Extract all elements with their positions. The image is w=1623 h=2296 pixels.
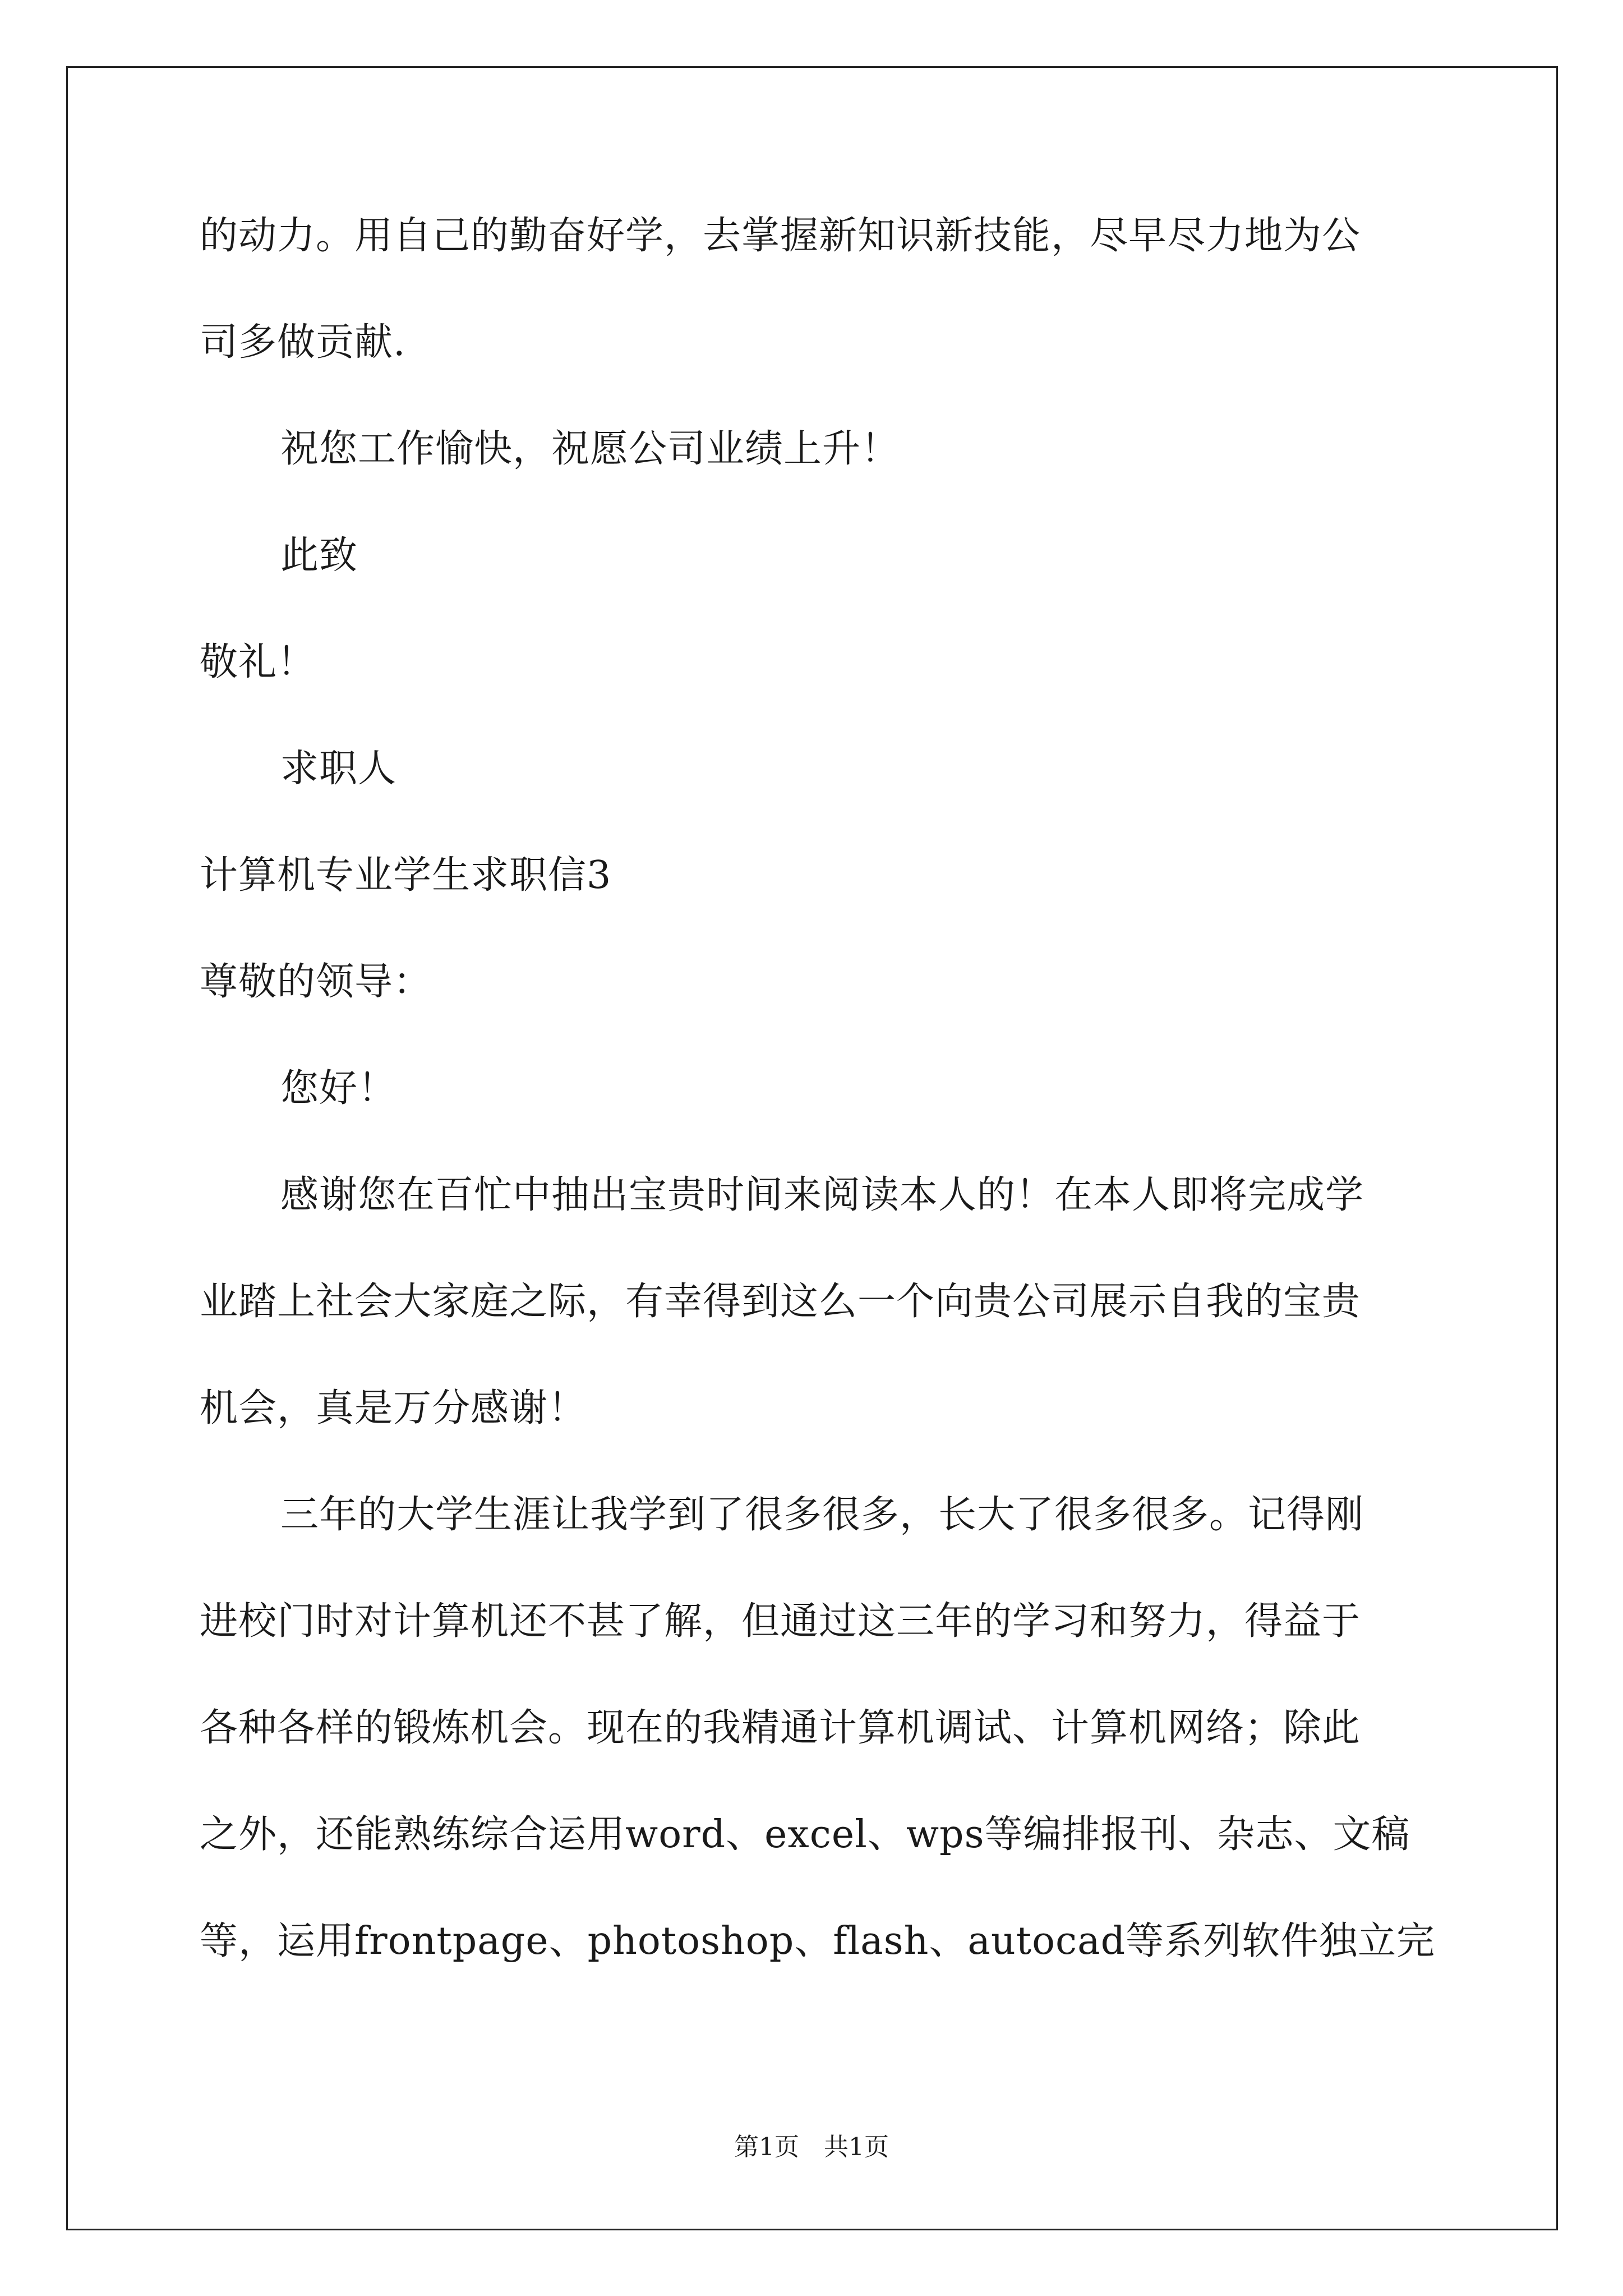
text-line: 感谢您在百忙中抽出宝贵时间来阅读本人的！在本人即将完成学 — [280, 1173, 1364, 1217]
salutation: 尊敬的领导： — [200, 960, 432, 1004]
text-line: 敬礼！ — [200, 640, 316, 684]
page-footer: 第1页 共1页 — [734, 2133, 889, 2161]
text-line: 各种各样的锻炼机会。现在的我精通计算机调试、计算机网络；除此 — [200, 1706, 1361, 1750]
text-line: 三年的大学生涯让我学到了很多很多，长大了很多很多。记得刚 — [280, 1493, 1364, 1537]
section-heading: 计算机专业学生求职信3 — [200, 853, 612, 898]
text-line: 此致 — [280, 533, 358, 578]
text-line: 的动力。用自己的勤奋好学，去掌握新知识新技能，尽早尽力地为公 — [200, 214, 1361, 258]
text-line: 业踏上社会大家庭之际，有幸得到这么一个向贵公司展示自我的宝贵 — [200, 1280, 1361, 1324]
greeting: 您好！ — [280, 1066, 397, 1111]
text-line: 机会，真是万分感谢！ — [200, 1386, 587, 1430]
text-line: 之外，还能熟练综合运用word、excel、wps等编排报刊、杂志、文稿 — [200, 1812, 1410, 1857]
text-line: 求职人 — [280, 747, 397, 791]
text-line: 祝您工作愉快，祝愿公司业绩上升！ — [280, 427, 900, 471]
page-border — [66, 66, 1558, 2230]
text-line: 等，运用frontpage、photoshop、flash、autocad等系列软件独立完 — [200, 1919, 1436, 1963]
text-line: 进校门时对计算机还不甚了解，但通过这三年的学习和努力，得益于 — [200, 1599, 1361, 1644]
text-line: 司多做贡献. — [200, 320, 406, 365]
